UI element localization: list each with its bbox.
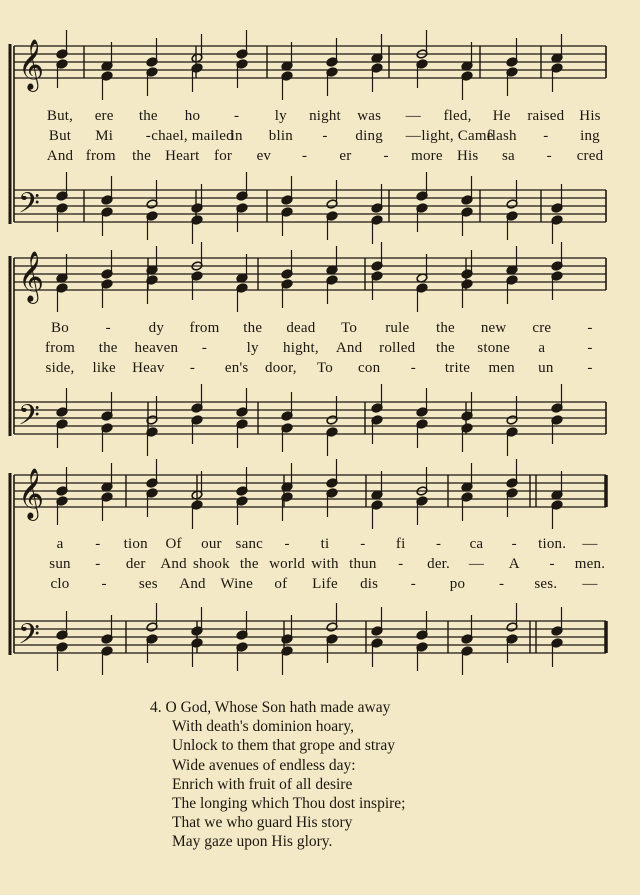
lyric-syllable: blin bbox=[268, 128, 293, 144]
lyric-syllable: - bbox=[587, 320, 593, 336]
lyric-syllable: from bbox=[45, 340, 75, 356]
lyric-syllable: His bbox=[579, 108, 601, 124]
lyric-syllable: chael, mailed bbox=[151, 128, 234, 144]
lyric-syllable: the bbox=[132, 148, 151, 164]
lyric-syllable: And bbox=[46, 148, 74, 164]
lyric-syllable: a bbox=[538, 340, 546, 356]
verse-number: 4. bbox=[150, 699, 162, 716]
treble-clef-icon: 𝄞 bbox=[18, 468, 45, 519]
verse-line: Enrich with fruit of all desire bbox=[172, 775, 353, 793]
verse-line: May gaze upon His glory. bbox=[172, 833, 333, 851]
lyric-syllable: fi bbox=[395, 536, 406, 552]
verse-line: The longing which Thou dost inspire; bbox=[172, 795, 406, 813]
lyric-syllable: - bbox=[284, 536, 290, 552]
lyric-syllable: - bbox=[410, 576, 416, 592]
lyric-syllable: der bbox=[125, 556, 146, 572]
verse-line: O God, Whose Son hath made away bbox=[165, 699, 391, 716]
lyric-syllable: - bbox=[360, 536, 366, 552]
lyric-syllable: - bbox=[95, 556, 101, 572]
lyric-line bbox=[0, 108, 640, 128]
lyric-syllable: Of bbox=[165, 536, 182, 552]
treble-clef-icon: 𝄞 bbox=[18, 39, 45, 90]
lyric-syllable: - bbox=[101, 576, 107, 592]
lyric-syllable: clo bbox=[50, 576, 70, 592]
lyric-syllable: flash bbox=[486, 128, 517, 144]
lyric-syllable: en's bbox=[224, 360, 249, 376]
lyric-syllable: con bbox=[358, 360, 381, 376]
lyric-syllable: from bbox=[85, 148, 116, 164]
lyric-syllable: - bbox=[511, 536, 517, 552]
lyric-syllable: - bbox=[546, 148, 552, 164]
lyric-syllable: the bbox=[239, 556, 259, 572]
lyric-syllable: ses. bbox=[534, 576, 558, 592]
lyric-syllable: po bbox=[449, 576, 466, 592]
lyric-syllable: - bbox=[587, 340, 593, 356]
lyric-line bbox=[0, 148, 640, 168]
lyric-syllable: — bbox=[405, 108, 421, 124]
lyric-syllable: - bbox=[322, 128, 328, 144]
lyric-syllable: - bbox=[435, 536, 442, 552]
lyric-syllable: new bbox=[480, 320, 507, 336]
lyric-syllable: a bbox=[56, 536, 64, 552]
lyric-syllable: - bbox=[499, 576, 505, 592]
lyric-syllable: - bbox=[549, 556, 555, 572]
lyric-syllable: ere bbox=[94, 108, 114, 124]
lyric-syllable: ly bbox=[246, 340, 259, 356]
lyric-syllable: night bbox=[309, 108, 341, 124]
lyric-syllable: ding bbox=[355, 128, 383, 144]
lyric-syllable: door, bbox=[265, 360, 297, 376]
lyric-syllable: ho bbox=[184, 108, 201, 124]
lyric-line bbox=[0, 340, 640, 360]
lyric-syllable: He bbox=[492, 108, 511, 124]
lyric-syllable: But, bbox=[46, 108, 74, 124]
lyric-syllable: - bbox=[105, 320, 111, 336]
bass-clef-icon: 𝄢 bbox=[18, 187, 40, 227]
lyric-syllable: ti bbox=[320, 536, 330, 552]
verse-line: Unlock to them that grope and stray bbox=[172, 737, 395, 755]
lyric-syllable: the bbox=[98, 340, 118, 356]
lyric-syllable: like bbox=[92, 360, 116, 376]
lyric-syllable: — bbox=[405, 128, 421, 144]
lyric-syllable: ses bbox=[138, 576, 158, 592]
lyric-syllable: Heav bbox=[132, 360, 165, 376]
verse-4 bbox=[150, 698, 570, 852]
lyric-syllable: And bbox=[335, 340, 363, 356]
lyric-syllable: But bbox=[48, 128, 72, 144]
lyric-syllable: Mi bbox=[95, 128, 114, 144]
lyric-syllable: - bbox=[189, 360, 196, 376]
lyric-syllable: thun bbox=[349, 556, 377, 572]
lyric-syllable: was bbox=[357, 108, 382, 124]
lyric-syllable: trite bbox=[444, 360, 471, 376]
lyric-syllable: hight, bbox=[283, 340, 319, 356]
lyric-syllable: — bbox=[468, 556, 485, 572]
lyric-syllable: from bbox=[189, 320, 220, 336]
lyric-syllable: - bbox=[543, 128, 549, 144]
lyric-syllable: - bbox=[587, 360, 593, 376]
lyric-syllable: tion bbox=[123, 536, 148, 552]
lyric-syllable: er bbox=[339, 148, 352, 164]
lyric-syllable: ly bbox=[274, 108, 287, 124]
lyric-line bbox=[0, 360, 640, 380]
lyric-syllable: fled, bbox=[443, 108, 472, 124]
lyric-syllable: His bbox=[456, 148, 479, 164]
lyric-syllable: And bbox=[179, 576, 206, 592]
lyric-line bbox=[0, 536, 640, 556]
lyric-syllable: Life bbox=[312, 576, 338, 592]
lyric-syllable: heaven bbox=[134, 340, 179, 356]
lyric-syllable: Heart bbox=[165, 148, 200, 164]
lyric-syllable: Bo bbox=[51, 320, 69, 336]
lyric-syllable: rolled bbox=[379, 340, 416, 356]
lyric-syllable: — bbox=[582, 536, 598, 552]
lyric-syllable: — bbox=[582, 576, 598, 592]
lyric-syllable: sun bbox=[49, 556, 71, 572]
lyric-syllable: dy bbox=[148, 320, 165, 336]
lyric-syllable: ca bbox=[469, 536, 484, 552]
lyric-syllable: our bbox=[201, 536, 222, 552]
lyric-syllable: - bbox=[95, 536, 101, 552]
lyric-syllable: raised bbox=[527, 108, 565, 124]
lyric-syllable: ing bbox=[580, 128, 600, 144]
lyric-syllable: der. bbox=[427, 556, 451, 572]
lyric-syllable: for bbox=[214, 148, 233, 164]
lyric-syllable: - bbox=[398, 556, 404, 572]
lyric-syllable: men. bbox=[574, 556, 606, 572]
verse-line: That we who guard His story bbox=[172, 814, 353, 832]
lyric-syllable: sa bbox=[502, 148, 515, 164]
lyric-line bbox=[0, 576, 640, 596]
lyric-syllable: ev bbox=[256, 148, 272, 164]
lyric-syllable: side, bbox=[45, 360, 75, 376]
treble-clef-icon: 𝄞 bbox=[18, 251, 45, 302]
lyric-syllable: cre bbox=[532, 320, 552, 336]
lyric-syllable: stone bbox=[477, 340, 510, 356]
lyric-line bbox=[0, 128, 640, 148]
lyric-syllable: sanc bbox=[235, 536, 264, 552]
lyric-syllable: the bbox=[435, 340, 455, 356]
lyric-syllable: To bbox=[341, 320, 358, 336]
lyric-syllable: - bbox=[201, 340, 208, 356]
lyric-syllable: cred bbox=[576, 148, 604, 164]
lyric-syllable: - bbox=[302, 148, 308, 164]
lyric-syllable: rule bbox=[385, 320, 410, 336]
lyric-syllable: un bbox=[538, 360, 554, 376]
lyric-syllable: of bbox=[274, 576, 288, 592]
lyric-syllable: dis bbox=[360, 576, 379, 592]
lyric-syllable: light, Came bbox=[421, 128, 494, 144]
verse-line: Wide avenues of endless day: bbox=[172, 756, 356, 774]
lyric-syllable: with bbox=[311, 556, 339, 572]
lyric-syllable: shook bbox=[193, 556, 230, 572]
verse-line: With death's dominion hoary, bbox=[172, 718, 354, 736]
lyric-syllable: the bbox=[138, 108, 158, 124]
bass-clef-icon: 𝄢 bbox=[18, 399, 40, 439]
lyric-syllable: more bbox=[411, 148, 443, 164]
lyric-syllable: Wine bbox=[220, 576, 253, 592]
bass-clef-icon: 𝄢 bbox=[18, 618, 40, 658]
lyric-syllable: - bbox=[383, 148, 389, 164]
lyric-syllable: - bbox=[410, 360, 416, 376]
lyric-syllable: the bbox=[435, 320, 455, 336]
lyric-syllable: tion. bbox=[538, 536, 567, 552]
lyric-syllable: - bbox=[145, 128, 151, 144]
lyric-syllable: - bbox=[234, 108, 240, 124]
lyric-syllable: men bbox=[488, 360, 515, 376]
lyric-syllable: world bbox=[269, 556, 306, 572]
lyric-syllable: And bbox=[160, 556, 187, 572]
lyric-syllable: the bbox=[243, 320, 263, 336]
lyric-syllable: A bbox=[508, 556, 520, 572]
lyric-syllable: To bbox=[316, 360, 334, 376]
lyric-line bbox=[0, 320, 640, 340]
lyric-syllable: dead bbox=[286, 320, 316, 336]
lyric-syllable: in bbox=[230, 128, 243, 144]
lyric-line bbox=[0, 556, 640, 576]
